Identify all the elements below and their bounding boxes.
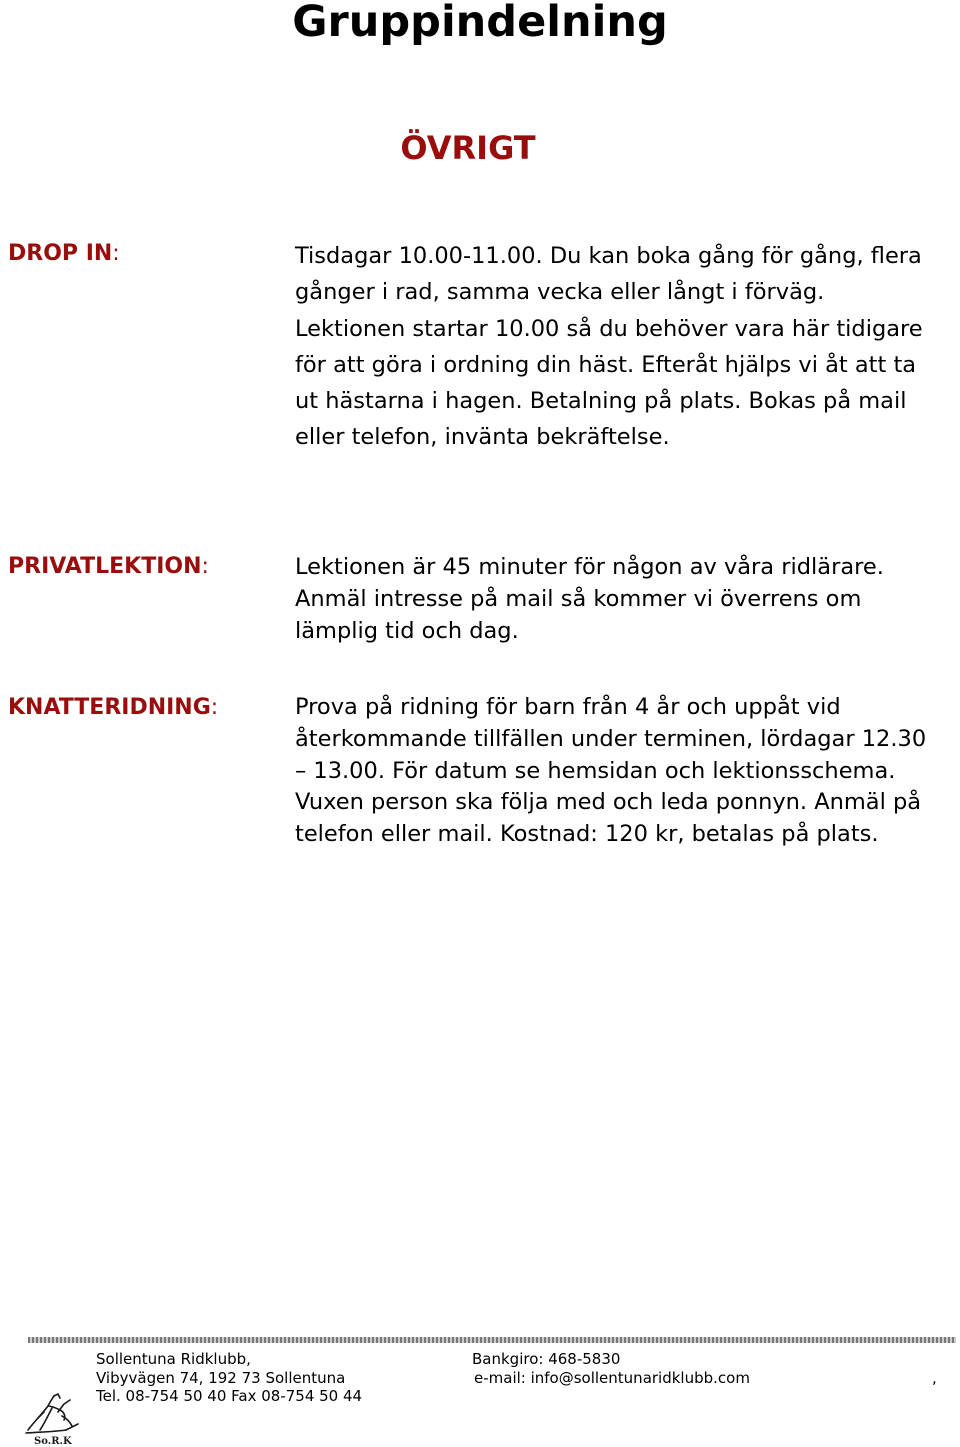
footer-phone: Tel. 08-754 50 40 Fax 08-754 50 44 xyxy=(96,1387,363,1405)
footer-club-name: Sollentuna Ridklubb, xyxy=(96,1350,251,1368)
entry-label-colon: : xyxy=(210,695,219,720)
footer-address: Vibyvägen 74, 192 73 Sollentuna xyxy=(96,1369,346,1387)
entry-label-colon: : xyxy=(112,241,120,266)
footer-trailing-comma: , xyxy=(932,1369,937,1387)
entry-label-privatlektion xyxy=(8,551,209,583)
section-heading: ÖVRIGT xyxy=(400,129,536,167)
footer-email: e-mail: info@sollentunaridklubb.com xyxy=(474,1369,750,1387)
footer-divider xyxy=(28,1337,956,1343)
logo-text: So.R.K xyxy=(34,1436,72,1446)
entry-body-knatteridning: Prova på ridning för barn från 4 år och uppåt vid återkommande tillfällen under terminen, lördagar 12.30 – 13.00. För datum se hemsidan och lektionsschema. Vuxen person ska följa med och leda ponnyn. Anmäl på telefon eller mail. Kostnad: 120 kr, betalas på plats. xyxy=(295,694,927,848)
entry-body-drop-in: Tisdagar 10.00-11.00. Du kan boka gång för gång, flera gånger i rad, samma vecka eller långt i förväg. Lektionen startar 10.00 så du behöver vara här tidigare för att göra i ordning din häst. Efteråt hjälps vi åt att ta ut hästarna i hagen. Betalning på plats. Bokas på mail eller telefon, invänta bekräftelse. xyxy=(295,243,923,451)
entry-label-text: PRIVATLEKTION xyxy=(8,554,202,579)
entry-label-drop-in xyxy=(8,238,120,270)
entry-label-text: DROP IN xyxy=(8,241,113,266)
entry-label-text: KNATTERIDNING xyxy=(8,695,211,720)
entry-label-knatteridning xyxy=(8,692,218,724)
page-title: Gruppindelning xyxy=(292,0,668,47)
entry-body-privatlektion: Lektionen är 45 minuter för någon av våra ridlärare. Anmäl intresse på mail så kommer vi överrens om lämplig tid och dag. xyxy=(295,554,884,644)
entry-label-colon: : xyxy=(201,554,209,579)
footer-bankgiro: Bankgiro: 468-5830 xyxy=(472,1350,621,1368)
club-logo xyxy=(18,1390,86,1446)
